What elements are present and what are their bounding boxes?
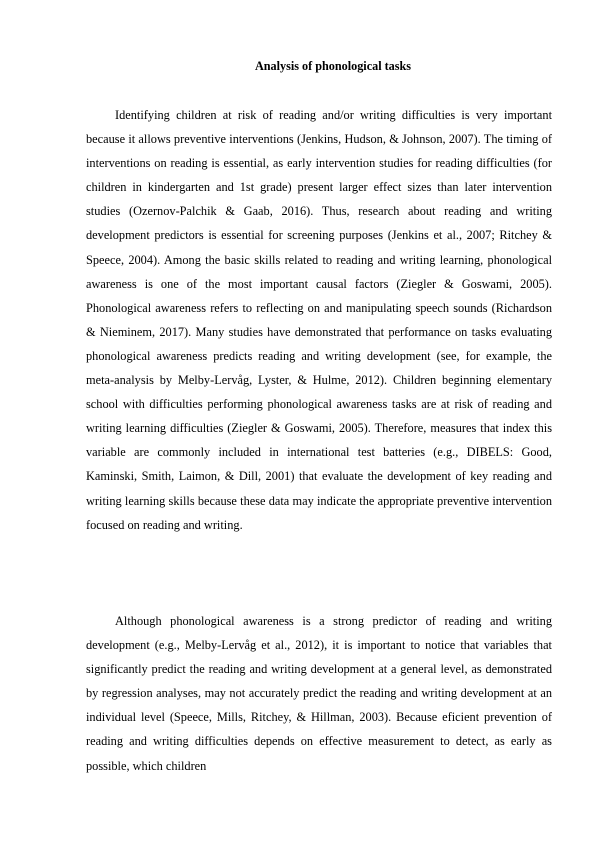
body-paragraph: Identifying children at risk of reading and/or writing difficulties is very important because it allows preventive interventions (Jenkins, Hudson, & Johnson, 2007). The timing of interventions on reading is essential, as early intervention studies for reading difficulties (for children in kindergarten and 1st grade) present larger effect sizes than later intervention studies (Ozernov-Palchik & Gaab, 2016). Thus, research about reading and writing development predictors is essential for screening purposes (Jenkins et al., 2007; Ritchey & Speece, 2004). Among the basic skills related to reading and writing learning, phonological awareness is one of the most important causal factors (Ziegler & Goswami, 2005). Phonological awareness refers to reflecting on and manipulating speech sounds (Richardson & Nieminem, 2017). Many studies have demonstrated that performance on tasks evaluating phonological awareness predicts reading and writing development (see, for example, the meta-analysis by Melby-Lervåg, Lyster, & Hulme, 2012). Children beginning elementary school with difficulties performing phonological awareness tasks are at risk of reading and writing learning difficulties (Ziegler & Goswami, 2005). Therefore, measures that index this variable are commonly included in international test batteries (e.g., DIBELS: Good, Kaminski, Smith, Laimon, & Dill, 2001) that evaluate the development of key reading and writing learning skills because these data may indicate the appropriate preventive intervention focused on reading and writing. — [86, 108, 552, 532]
body-paragraph: Although phonological awareness is a strong predictor of reading and writing development (e.g., Melby-Lervåg et al., 2012), it is important to notice that variables that significantly predict the reading and writing development at a general level, as demonstrated by regression analyses, may not accurately predict the reading and writing development at an individual level (Speece, Mills, Ritchey, & Hillman, 2003). Because eficient prevention of reading and writing difficulties depends on effective measurement to detect, as early as possible, which children — [86, 614, 552, 773]
document-title: Analysis of phonological tasks — [254, 59, 412, 73]
